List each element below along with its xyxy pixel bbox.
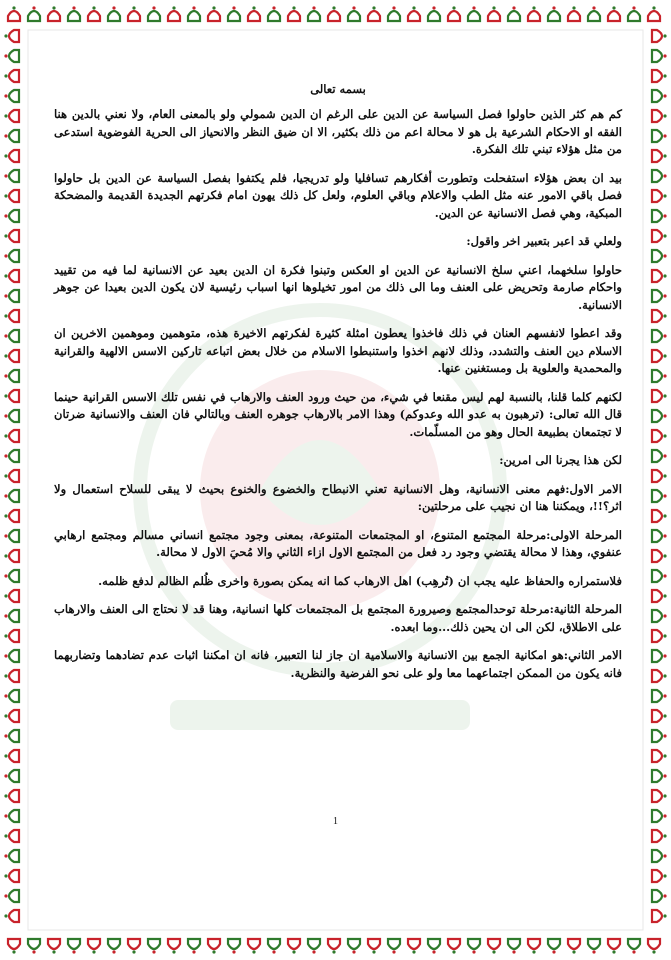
border-arch [4,150,19,162]
border-arch [568,6,580,21]
border-arch [4,370,19,382]
border-arch [4,870,19,882]
paragraph: المرحلة الثانية:مرحلة توحدالمجتمع وصيرورة المجتمع بل المجتمعات كلها انسانية، وهنا قد لا نحتاج الى العنف والارهاب على الاطلاق، لكن الى ان يحين ذلك...وما ابعده. [54,602,622,634]
paragraph: فلاستمراره والحفاظ عليه يجب ان (تُرهِب) اهل الارهاب كما انه يمكن بصورة واخرى ظُلم الظالم لدفع ظلمه. [98,573,622,588]
border-arch [652,270,667,282]
border-arch [4,490,19,502]
paragraph: لكن هذا يجرنا الى امرين: [499,453,622,467]
border-arch [652,830,667,842]
border-arch [348,6,360,21]
border-arch [4,130,19,142]
page-number: 1 [333,816,338,827]
border-arch [628,6,640,21]
border-arch [268,939,280,954]
border-arch [468,939,480,954]
border-arch [652,910,667,922]
border-arch [428,939,440,954]
paragraph: الامر الاول:فهم معنى الانسانية، وهل الانسانية تعني الانبطاح والخضوع والخنوع بحيث لا يبقى للسلاح استعمال ولا اثر؟!!، ويمكننا هنا ان نجيب على مرحلتين: [54,481,622,513]
border-arch [652,410,667,422]
border-arch [648,6,660,21]
border-arch [4,310,19,322]
border-arch [652,450,667,462]
border-arch [148,6,160,21]
border-arch [4,290,19,302]
border-arch [548,939,560,954]
border-arch [48,939,60,954]
border-arch [4,230,19,242]
border-arch [4,110,19,122]
border-arch [308,6,320,21]
border-arch [508,939,520,954]
border-arch [4,390,19,402]
border-arch [4,50,19,62]
border-arch [4,510,19,522]
border-arch [4,830,19,842]
border-arch [652,630,667,642]
border-arch [4,270,19,282]
border-arch [4,210,19,222]
border-arch [4,650,19,662]
border-arch [4,550,19,562]
border-arch [68,939,80,954]
border-arch [168,939,180,954]
border-arch [388,6,400,21]
border-arch [88,939,100,954]
border-arch [4,690,19,702]
border-arch [248,6,260,21]
border-arch [652,550,667,562]
border-arch [652,330,667,342]
border-arch [652,210,667,222]
border-arch [652,650,667,662]
border-arch [4,350,19,362]
border-arch [4,910,19,922]
border-arch [108,6,120,21]
border-arch [628,939,640,954]
border-arch [652,730,667,742]
border-arch [4,790,19,802]
border-arch [168,6,180,21]
border-arch [608,939,620,954]
border-arch [468,6,480,21]
border-arch [188,939,200,954]
border-arch [652,770,667,782]
border-arch [652,850,667,862]
border-arch [268,6,280,21]
border-arch [4,770,19,782]
border-arch [488,6,500,21]
border-arch [4,750,19,762]
border-arch [4,30,19,42]
paragraph: لكنهم كلما قلنا، بالنسبة لهم ليس مقنعا في شيء، من حيث ورود العنف والارهاب في نفس تلك الاسس القرانية حينما قال الله تعالى: (ترهبون به عدو الله وعدوكم) وهذا الامر بالارهاب جوهره العنف وبالتالي فان العنف والانسانية ضرتان لا تجتمعان بطبيعة الحال وهو من المسلّمات. [54,389,622,439]
border-arch [4,170,19,182]
border-arch [348,939,360,954]
border-arch [652,110,667,122]
border-arch [652,390,667,402]
border-arch [28,6,40,21]
border-arch [188,6,200,21]
border-arch [4,730,19,742]
border-arch [652,290,667,302]
border-arch [4,190,19,202]
border-arch [28,939,40,954]
border-arch [652,510,667,522]
border-arch [4,850,19,862]
border-arch [652,890,667,902]
border-arch [4,530,19,542]
border-arch [652,690,667,702]
border-arch [652,430,667,442]
border-arch [4,410,19,422]
paragraph: ولعلي قد اعبر بتعبير اخر واقول: [466,234,622,248]
border-arch [588,939,600,954]
border-arch [652,50,667,62]
border-arch [568,939,580,954]
border-arch [4,90,19,102]
border-arch [328,6,340,21]
border-arch [8,6,20,21]
border-arch [652,750,667,762]
border-arch [4,890,19,902]
border-arch [652,790,667,802]
border-arch [548,6,560,21]
border-arch [652,30,667,42]
border-arch [4,470,19,482]
border-arch [4,570,19,582]
border-arch [148,939,160,954]
border-arch [652,490,667,502]
border-arch [652,230,667,242]
border-arch [652,670,667,682]
border-arch [48,6,60,21]
border-arch [4,70,19,82]
border-arch [652,350,667,362]
border-arch [8,939,20,954]
border-arch [4,250,19,262]
border-arch [388,939,400,954]
border-arch [652,570,667,582]
border-arch [368,6,380,21]
border-arch [588,6,600,21]
border-arch [448,6,460,21]
border-arch [208,939,220,954]
border-arch [652,70,667,82]
border-arch [608,6,620,21]
document-title: بسمه تعالى [310,82,366,96]
paragraph: بيد ان بعض هؤلاء استفحلت وتطورت أفكارهم تسافليا ولو تدريجيا، فلم يكتفوا بفصل السياسة عن الدين بل حاولوا فصل باقي الامور عنه مثل الطب والاعلام وباقي العلوم، ولعل كل ذلك يهون امام فكرتهم الجديدة القديمة والمضحكة المبكية، وهي فصل الانسانية عن الدين. [54,170,622,220]
border-arch [4,630,19,642]
border-arch [652,370,667,382]
border-arch [652,470,667,482]
border-arch [88,6,100,21]
border-arch [652,310,667,322]
border-arch [652,590,667,602]
paragraph: الامر الثاني:هو امكانية الجمع بين الانسانية والاسلامية ان جاز لنا التعبير، فانه ان امكننا اثبات عدم تضادهما وتضاربهما فانه يكون من الممكن اجتماعهما معا ولو على نحو الفرضية والنظرية. [54,648,622,680]
border-arch [328,939,340,954]
paragraph: المرحلة الاولى:مرحلة المجتمع المتنوع، او المجتمعات المتنوعة، بمعنى وجود مجتمع انساني مسالم ومجتمع ارهابي عنفوي، وهذا لا محالة يقتضي وجود رد فعل من المجتمع الاول ازاء الثاني والا مُحيَ الاول لا محالة. [54,527,622,559]
border-arch [108,939,120,954]
paragraph: كم هم كثر الذين حاولوا فصل السياسة عن الدين على الرغم ان الدين شمولي ولو بالمعنى العام، ولا نعني بالدين هنا الفقه او الاحكام الشرعية بل هو لا محالة اعم من ذلك بكثير، الا ان ضيق النظر والانحياز الى الحرية الفوضوية استدعى من مثل هؤلاء تبني تلك الفكرة. [54,107,622,156]
border-arch [4,450,19,462]
border-arch [652,170,667,182]
border-arch [428,6,440,21]
border-arch [368,939,380,954]
border-arch [4,330,19,342]
border-arch [652,190,667,202]
border-arch [528,6,540,21]
border-arch [652,870,667,882]
paragraph: وقد اعطوا لانفسهم العنان في ذلك فاخذوا يعطون امثلة كثيرة لفكرتهم الاخيرة هذه، متوهمين وموهمين الاخرين ان الاسلام دين العنف والتشدد، وذلك لانهم اخذوا واستنبطوا الاسلام من خلال بعض اتباعه تاركين الاسس الالهية والقرانية والمحمدية والعلوية بل ومستغنين عنها. [54,326,622,375]
border-arch [448,939,460,954]
border-arch [4,710,19,722]
border-arch [408,939,420,954]
border-arch [652,250,667,262]
border-arch [652,90,667,102]
border-arch [4,430,19,442]
border-arch [508,6,520,21]
border-arch [648,939,660,954]
border-arch [488,939,500,954]
border-arch [652,610,667,622]
border-arch [128,6,140,21]
border-arch [228,939,240,954]
border-arch [4,610,19,622]
border-arch [248,939,260,954]
border-arch [208,6,220,21]
border-arch [68,6,80,21]
border-arch [4,670,19,682]
border-arch [652,130,667,142]
border-arch [652,710,667,722]
border-arch [128,939,140,954]
border-arch [652,150,667,162]
border-arch [228,6,240,21]
border-arch [528,939,540,954]
border-arch [308,939,320,954]
paragraph: حاولوا سلخهما، اعني سلخ الانسانية عن الدين او العكس وتبنوا فكرة ان الدين بعيد عن الانسانية لما فيه من تقييد واحكام صارمة وتحريض على العنف وما الى ذلك من امور تخيلوها انها اسباب رئيسية لان يكون الدين بعيدا عن جوهر الانسانية. [54,262,622,312]
border-arch [4,590,19,602]
border-arch [408,6,420,21]
border-arch [288,6,300,21]
border-arch [652,530,667,542]
border-arch [288,939,300,954]
document-body [50,82,626,693]
